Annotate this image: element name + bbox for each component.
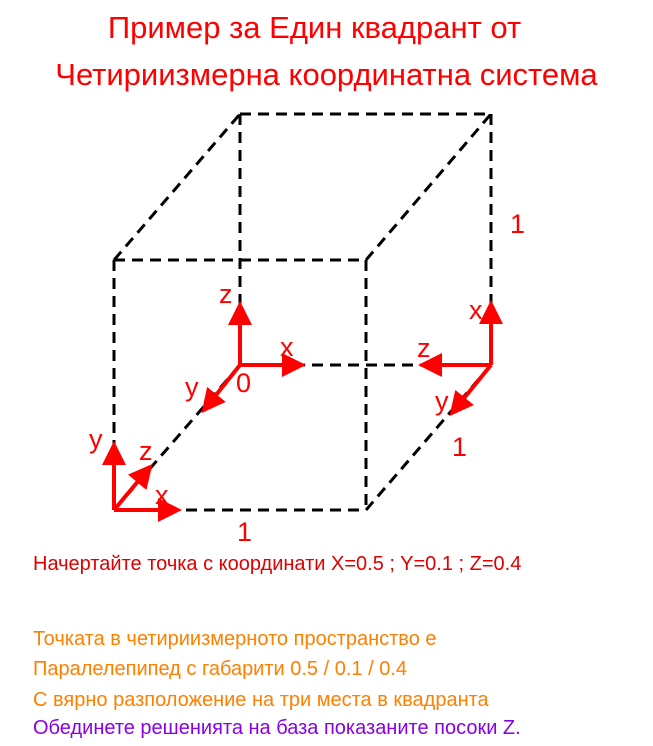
task-text: Начертайте точка с координати X=0.5 ; Y=0.1 ; Z=0.4 (33, 553, 522, 575)
back-y-label: y (185, 372, 199, 402)
origin-label: 0 (236, 368, 252, 398)
back-x-label: x (280, 332, 294, 362)
edge-label-vertical: 1 (510, 209, 526, 239)
front-z-arrow (114, 467, 150, 510)
right-x-label: x (469, 295, 483, 325)
cube-edges (114, 114, 491, 510)
description-line-2: Паралелепипед с габарити 0.5 / 0.1 / 0.4 (33, 658, 407, 680)
front-z-label: z (139, 436, 153, 466)
description-line-3: С вярно разположение на три места в квадранта (33, 689, 489, 711)
edge-top-right-depth (366, 114, 491, 260)
right-z-label: z (417, 333, 431, 363)
right-y-arrow (452, 365, 491, 413)
edge-label-depth: 1 (452, 432, 468, 462)
edge-top-left-depth (114, 114, 240, 260)
back-y-arrow (204, 365, 240, 410)
edge-label-bottom: 1 (237, 517, 253, 547)
title-line-2: Четириизмерна координатна система (55, 57, 598, 92)
instruction-line: Обединете решенията на база показаните посоки Z. (33, 717, 521, 739)
front-y-label: y (89, 424, 103, 454)
back-z-label: z (219, 279, 233, 309)
title-line-1: Пример за Един квадрант от (107, 10, 522, 45)
description-line-1: Точката в четириизмерното пространство е (33, 628, 437, 650)
front-x-label: x (155, 480, 169, 510)
right-y-label: y (435, 386, 449, 416)
